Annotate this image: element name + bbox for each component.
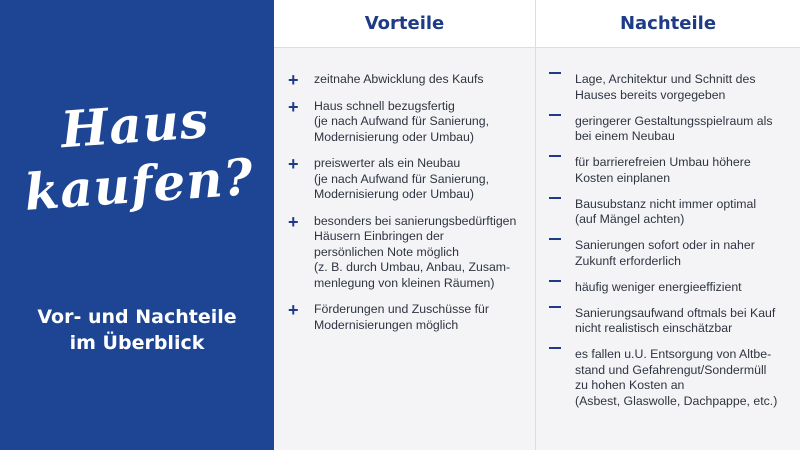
con-item-text: häufig weniger energieeffizient [575,279,742,294]
plus-icon: + [288,300,299,320]
pro-item-text: zeitnahe Abwicklung des Kaufs [314,72,484,86]
plus-icon: + [288,211,299,232]
cons-column-title: Nachteile [619,13,717,34]
pros-list [288,72,528,344]
plus-icon: + [288,154,299,174]
headline-line-2: kaufen? [22,146,256,222]
pro-item-text: Förderungen und Zuschüsse für Modernisierungen möglich [314,302,489,332]
table-header [274,0,800,48]
con-item [549,347,789,409]
minus-icon [549,306,561,308]
con-item [549,280,789,296]
subtitle [0,304,274,356]
comparison-table [274,0,800,450]
con-item-text: es fallen u.U. Entsorgung von Altbe- stand und Gefahrengut/Sondermüll zu hohen Kosten an (Asbest, Glaswolle, Dachpappe, etc.) [575,347,778,408]
con-item-text: Bausubstanz nicht immer optimal (auf Mängel achten) [575,196,757,226]
con-item-text: Lage, Architektur und Schnitt des Hauses bereits vorgegeben [575,72,756,102]
con-item [549,72,789,103]
con-item-text: geringerer Gestaltungsspielraum als bei einem Neubau [575,113,773,143]
minus-icon [549,155,561,157]
con-item-text: Sanierungen sofort oder in naher Zukunft erforderlich [575,238,755,268]
con-item [549,155,789,186]
con-item [549,114,789,145]
con-item-text: Sanierungsaufwand oftmals bei Kauf nicht realistisch einschätzbar [575,305,776,335]
minus-icon [549,197,561,199]
headline [0,86,278,225]
minus-icon [549,280,561,282]
pro-item [288,72,528,88]
minus-icon [549,238,561,240]
plus-icon: + [288,70,299,90]
pro-item [288,211,528,292]
subtitle-line-2: im Überblick [69,332,205,354]
pro-item-text: Haus schnell bezugsfertig (je nach Aufwand für Sanierung, Modernisierung oder Umbau) [314,98,490,144]
con-item [549,238,789,269]
pro-item [288,96,528,146]
column-divider [535,0,536,450]
con-item-text: für barrierefreien Umbau höhere Kosten einplanen [575,155,751,185]
title-panel [0,0,274,450]
pro-item-text: besonders bei sanierungsbedürftigen Häusern Einbringen der persönlichen Note möglich (z. B. durch Umbau, Anbau, Zusam- menlegung von kleinen Räumen) [314,213,517,290]
pro-item [288,302,528,333]
plus-icon: + [288,96,299,117]
headline-line-1: Haus [58,89,211,160]
con-item [549,306,789,337]
pros-column-title: Vorteile [364,13,445,34]
subtitle-line-1: Vor- und Nachteile [37,306,237,328]
minus-icon [549,114,561,116]
minus-icon [549,72,561,74]
con-item [549,197,789,228]
pro-item-text: preiswerter als ein Neubau (je nach Aufwand für Sanierung, Modernisierung oder Umbau) [314,156,490,201]
minus-icon [549,347,561,349]
pro-item [288,156,528,203]
cons-list [549,72,789,420]
